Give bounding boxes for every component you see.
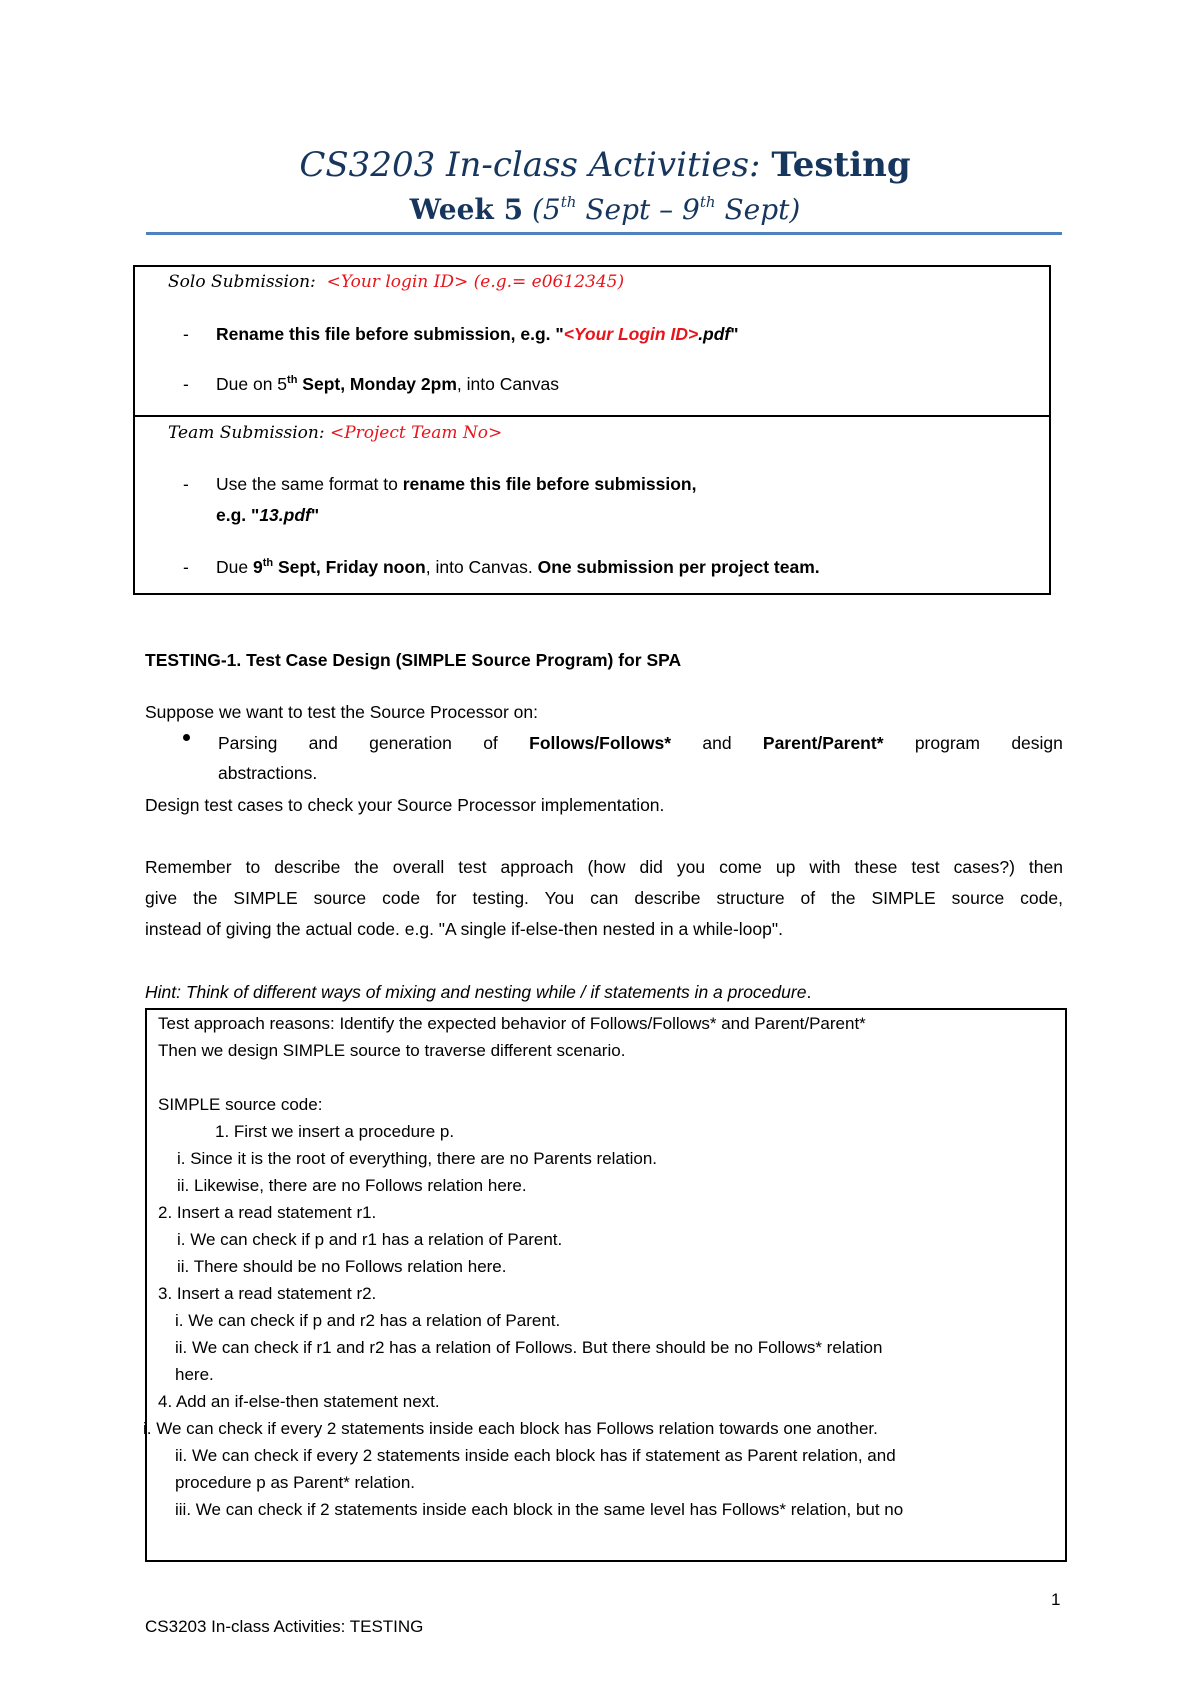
- answer-line: ii. We can check if r1 and r2 has a relation of Follows. But there should be no Follows* relation: [175, 1338, 883, 1357]
- bullet-line-2: abstractions.: [218, 763, 318, 783]
- solo-label-row: [168, 272, 624, 292]
- dash-bullet: -: [183, 374, 189, 394]
- dash-bullet: -: [183, 557, 189, 577]
- answer-line: iii. We can check if 2 statements inside each block in the same level has Follows* relation, but no: [175, 1500, 904, 1519]
- dash-bullet: -: [183, 474, 189, 494]
- answer-line: Then we design SIMPLE source to traverse different scenario.: [158, 1041, 626, 1060]
- answer-line: i. We can check if p and r2 has a relation of Parent.: [175, 1311, 561, 1330]
- answer-line: ii. There should be no Follows relation here.: [177, 1257, 507, 1276]
- answer-line: ii. Likewise, there are no Follows relation here.: [177, 1176, 527, 1195]
- hint-text: Hint: Think of different ways of mixing and nesting while / if statements in a procedure.: [145, 982, 812, 1002]
- answer-line: 2. Insert a read statement r1.: [158, 1203, 377, 1222]
- answer-line: i. We can check if every 2 statements inside each block has Follows relation towards one another.: [143, 1419, 878, 1438]
- team-label: Team Submission:: [168, 423, 325, 443]
- title-divider: [146, 232, 1062, 235]
- answer-line: 4. Add an if-else-then statement next.: [158, 1392, 440, 1411]
- bullet-line-1: Parsing and generation of Follows/Follows* and Parent/Parent* program design: [218, 733, 1063, 753]
- solo-label: Solo Submission:: [168, 272, 316, 292]
- team-due-date: Due 9th Sept, Friday noon, into Canvas. One submission per project team.: [216, 557, 820, 577]
- bullet-icon: [183, 734, 190, 741]
- dash-bullet: -: [183, 324, 189, 344]
- answer-line: SIMPLE source code:: [158, 1095, 323, 1114]
- week-label: Week 5: [409, 193, 524, 226]
- answer-line: here.: [175, 1365, 214, 1384]
- login-id-placeholder: <Your login ID> (e.g.= e0612345): [326, 272, 625, 292]
- section-intro: Suppose we want to test the Source Processor on:: [145, 702, 538, 722]
- approach-paragraph-line-1: Remember to describe the overall test approach (how did you come up with these test cases?) then: [145, 857, 1063, 877]
- submission-divider: [135, 415, 1049, 417]
- page-number: 1: [1051, 1590, 1061, 1609]
- team-rename-example: e.g. "13.pdf": [216, 505, 320, 525]
- approach-paragraph-line-2: give the SIMPLE source code for testing. You can describe structure of the SIMPLE source code,: [145, 888, 1063, 908]
- answer-line: i. Since it is the root of everything, there are no Parents relation.: [177, 1149, 658, 1168]
- page-subtitle: [145, 193, 1065, 226]
- page-footer: CS3203 In-class Activities: TESTING: [145, 1617, 424, 1636]
- answer-line: ii. We can check if every 2 statements inside each block has if statement as Parent relation, and: [175, 1446, 896, 1465]
- answer-line: 1. First we insert a procedure p.: [215, 1122, 455, 1141]
- solo-rename-instruction: Rename this file before submission, e.g. "<Your Login ID>.pdf": [216, 324, 739, 344]
- answer-line: 3. Insert a read statement r2.: [158, 1284, 377, 1303]
- section-heading: TESTING-1. Test Case Design (SIMPLE Source Program) for SPA: [145, 650, 682, 670]
- page-title: [145, 145, 1065, 185]
- title-topic: Testing: [771, 145, 911, 185]
- solo-due-date: Due on 5th Sept, Monday 2pm, into Canvas: [216, 374, 560, 394]
- team-no-placeholder: <Project Team No>: [329, 423, 503, 443]
- team-rename-instruction: Use the same format to rename this file before submission,: [216, 474, 697, 494]
- title-course: CS3203 In-class Activities:: [299, 145, 761, 185]
- approach-paragraph-line-3: instead of giving the actual code. e.g. "A single if-else-then nested in a while-loop".: [145, 919, 783, 939]
- answer-line: i. We can check if p and r1 has a relation of Parent.: [177, 1230, 563, 1249]
- date-range: (5th Sept – 9th Sept): [531, 193, 801, 226]
- team-label-row: [168, 423, 502, 443]
- answer-line: procedure p as Parent* relation.: [175, 1473, 416, 1492]
- answer-line: Test approach reasons: Identify the expected behavior of Follows/Follows* and Parent/Parent*: [158, 1014, 866, 1033]
- design-instruction: Design test cases to check your Source Processor implementation.: [145, 795, 665, 815]
